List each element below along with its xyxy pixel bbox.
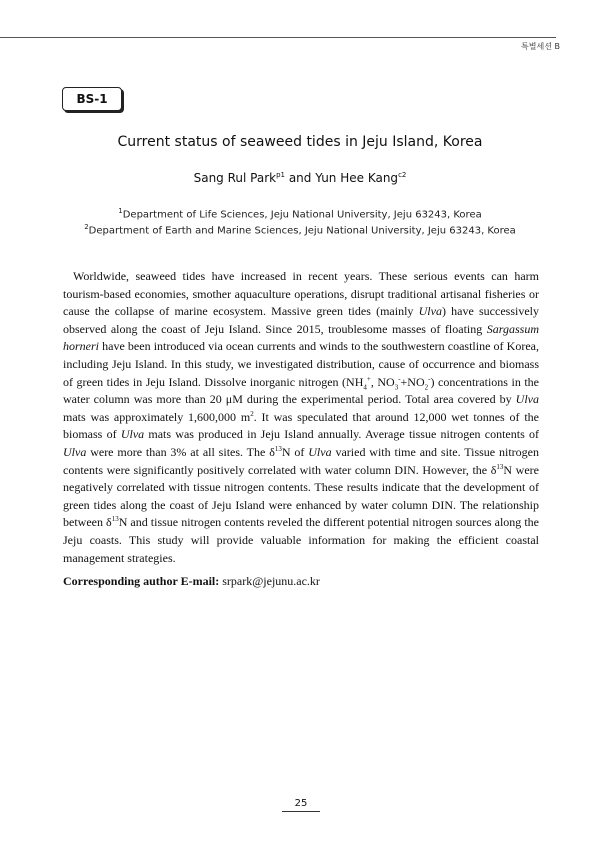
corresponding-email: srpark@jejunu.ac.kr: [222, 574, 320, 588]
abstract-text: N of: [281, 444, 309, 459]
abstract-body: [63, 268, 539, 567]
superscript: +: [366, 374, 371, 383]
abstract-text: +NO: [400, 374, 425, 389]
species-name: Ulva: [63, 444, 87, 459]
session-badge: BS-1: [62, 87, 122, 111]
section-label: 특별세션 B: [521, 42, 560, 51]
corresponding-label: Corresponding author E-mail:: [63, 574, 220, 588]
affiliation-2: [0, 223, 600, 236]
page-number: 25: [294, 798, 308, 809]
delta-symbol: δ: [490, 462, 497, 477]
superscript: -: [428, 374, 431, 383]
abstract-text: M during the experimental period. Total area covered by: [232, 392, 516, 407]
abstract-text: mats was produced in Jeju Island annually. Average tissue nitrogen contents of: [144, 427, 539, 442]
delta-symbol: δ: [269, 444, 275, 459]
superscript: -: [398, 374, 401, 383]
subscript: 4: [363, 382, 367, 391]
affiliation-number: 2: [84, 223, 89, 231]
species-name: Ulva: [418, 304, 442, 319]
abstract-text: ) concentrations in the water column was more than 20: [63, 374, 539, 407]
author-line: [0, 171, 600, 185]
abstract-text: mats was approximately 1,600,000 m: [63, 409, 251, 424]
abstract-text: varied with time and site. Tissue nitrogen contents were significantly positively correlated with water column DIN. However, the: [63, 444, 539, 477]
superscript: 13: [496, 462, 504, 471]
abstract-text: N were negatively correlated with tissue nitrogen contents. These results indicate that the development of green tides along the coast of Jeju Island were enhanced by water column DIN. The relationship between: [63, 462, 539, 530]
delta-symbol: δ: [106, 515, 112, 530]
superscript: 2: [250, 409, 254, 418]
abstract-text: . It was speculated that around 12,000 wet tonnes of the biomass of: [63, 409, 539, 442]
superscript: 13: [274, 444, 282, 453]
affiliation-text: Department of Life Sciences, Jeju National University, Jeju 63243, Korea: [122, 209, 482, 221]
corresponding-author: [63, 574, 320, 589]
subscript: 3: [394, 382, 399, 391]
affiliation-1: [0, 207, 600, 220]
author-marker: c2: [398, 171, 407, 179]
abstract-text: Worldwide, seaweed tides have increased in recent years. These serious events can harm tourism-based economies, smother aquaculture operations, disrupt traditional artisanal fisheries or cause the collapse of marine ecosystem. Massive green tides (mainly: [63, 269, 539, 319]
author-marker: p1: [276, 171, 286, 179]
subscript: 2: [424, 382, 429, 391]
author-name: Sang Rul Park: [193, 171, 277, 185]
affiliation-number: 1: [118, 207, 123, 215]
page-number-rule: [282, 811, 320, 812]
mu-symbol: μ: [225, 392, 233, 407]
superscript: 13: [111, 515, 119, 524]
species-name: Sargassum horneri: [63, 321, 539, 354]
abstract-text: , NO: [370, 374, 395, 389]
abstract-text: have been introduced via ocean currents and winds to the southwestern coastline of Korea, including Jeju Island. In this study, we investigated distribution, cause of occurrence and biomass of green tides in Jeju Island. Dissolve inorganic nitrogen (NH: [63, 339, 539, 389]
abstract-text: were more than 3% at all sites. The: [86, 444, 270, 459]
author-name: Yun Hee Kang: [315, 171, 399, 185]
paper-title: Current status of seaweed tides in Jeju Island, Korea: [117, 134, 483, 150]
affiliation-text: Department of Earth and Marine Sciences, Jeju National University, Jeju 63243, Korea: [88, 225, 516, 237]
author-conjunction: and: [285, 171, 316, 185]
species-name: Ulva: [515, 392, 539, 407]
abstract-text: N and tissue nitrogen contents reveled the different potential nitrogen sources along the Jeju coasts. This study will provide valuable information for making the efficient coastal management strategies.: [63, 515, 540, 565]
header-rule: [0, 37, 556, 38]
species-name: Ulva: [308, 444, 332, 459]
species-name: Ulva: [120, 427, 145, 442]
abstract-text: ) have successively observed along the coast of Jeju Island. Since 2015, troublesome masses of floating: [63, 304, 539, 336]
